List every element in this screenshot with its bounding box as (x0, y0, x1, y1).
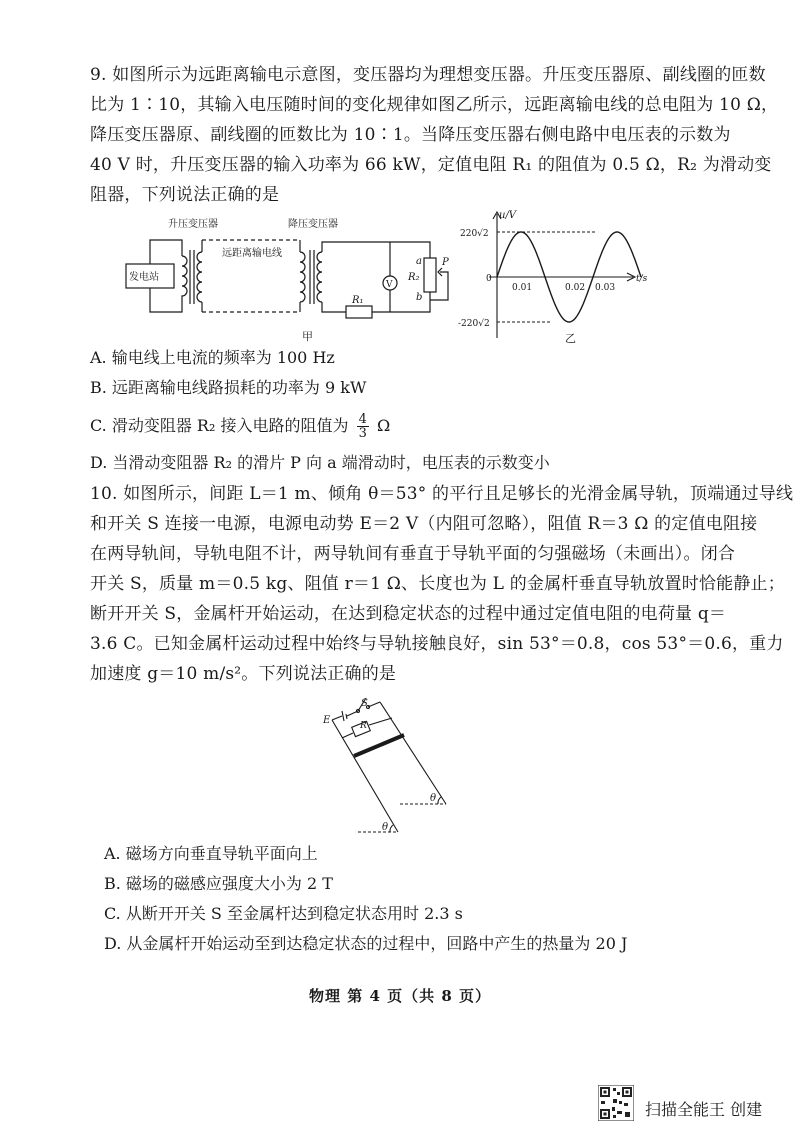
tick-0.01: 0.01 (512, 283, 533, 293)
q9-option-c-text: C. 滑动变阻器 R₂ 接入电路的阻值为 (90, 416, 349, 435)
y-axis-label: u/V (499, 210, 517, 221)
fraction-denominator: 3 (358, 426, 367, 441)
q10-line-6: 3.6 C。已知金属杆运动过程中始终与导轨接触良好，sin 53°＝0.8，cos 53°＝0.6，重力 (90, 634, 784, 654)
page-footer: 物理 第 4 页（共 8 页） (309, 987, 491, 1005)
label-voltmeter: V (386, 280, 393, 290)
label-r: R (360, 721, 367, 731)
q10-line-4: 开关 S，质量 m＝0.5 kg、阻值 r＝1 Ω、长度也为 L 的金属杆垂直导轨放置时恰能静止； (90, 574, 785, 594)
label-theta-bottom: θ (382, 822, 389, 833)
label-b: b (416, 292, 423, 303)
label-r2: R₂ (408, 272, 420, 283)
qr-code-icon (598, 1085, 634, 1121)
q9-line-3: 降压变压器原、副线圈的匝数比为 10∶1。当降压变压器右侧电路中电压表的示数为 (90, 125, 731, 145)
q10-option-a: A. 磁场方向垂直导轨平面向上 (104, 844, 318, 863)
fraction (357, 413, 369, 440)
fraction-numerator: 4 (358, 412, 367, 427)
q10-option-b: B. 磁场的磁感应强度大小为 2 T (104, 874, 333, 893)
label-transmission-line: 远距离输电线 (222, 248, 282, 259)
q9-option-c-unit: Ω (376, 416, 391, 435)
label-station: 发电站 (129, 272, 159, 283)
q10-line-1: 10. 如图所示，间距 L＝1 m、倾角 θ＝53° 的平行且足够长的光滑金属导轨，顶端通过导线 (90, 484, 794, 504)
q10-line-3: 在两导轨间，导轨电阻不计，两导轨间有垂直于导轨平面的匀强磁场（未画出）。闭合 (90, 544, 736, 564)
caption-yi: 乙 (565, 332, 576, 345)
q9-option-d: D. 当滑动变阻器 R₂ 的滑片 P 向 a 端滑动时，电压表的示数变小 (90, 453, 550, 472)
q9-line-2: 比为 1∶10，其输入电压随时间的变化规律如图乙所示，远距离输电线的总电阻为 10 Ω， (90, 95, 779, 115)
sine-wave-figure (455, 208, 665, 348)
y-max-label: 220√2 (460, 229, 489, 239)
scanner-watermark: 扫描全能王 创建 (645, 1100, 763, 1119)
label-up-transformer: 升压变压器 (168, 219, 218, 230)
q10-option-c: C. 从断开开关 S 至金属杆达到稳定状态用时 2.3 s (104, 904, 463, 923)
q9-line-5: 阻器，下列说法正确的是 (90, 185, 280, 205)
label-r1: R₁ (352, 295, 364, 306)
label-theta-top: θ (430, 793, 437, 804)
q10-option-d: D. 从金属杆开始运动至到达稳定状态的过程中，回路中产生的热量为 20 J (104, 934, 628, 953)
label-e: E (323, 715, 331, 726)
q9-line-4: 40 V 时，升压变压器的输入功率为 66 kW，定值电阻 R₁ 的阻值为 0.5 Ω，R₂ 为滑动变 (90, 155, 772, 175)
q10-line-5: 断开开关 S，金属杆开始运动，在达到稳定状态的过程中通过定值电阻的电荷量 q＝ (90, 604, 727, 624)
q9-line-1: 9. 如图所示为远距离输电示意图，变压器均为理想变压器。升压变压器原、副线圈的匝数 (90, 65, 766, 85)
label-down-transformer: 降压变压器 (288, 219, 338, 230)
label-a: a (416, 256, 422, 267)
q9-option-b: B. 远距离输电线路损耗的功率为 9 kW (90, 378, 367, 397)
tick-0.02: 0.02 (565, 283, 586, 293)
inclined-rails-figure (318, 690, 468, 840)
q10-line-7: 加速度 g＝10 m/s²。下列说法正确的是 (90, 664, 397, 684)
q10-line-2: 和开关 S 连接一电源，电源电动势 E＝2 V（内阻可忽略），阻值 R＝3 Ω 的定值电阻接 (90, 514, 758, 534)
y-min-label: -220√2 (458, 319, 490, 329)
transmission-circuit-figure (120, 212, 455, 347)
q9-option-c (90, 413, 390, 440)
origin-label: 0 (486, 274, 492, 284)
label-s: S (361, 698, 368, 709)
q9-option-a: A. 输电线上电流的频率为 100 Hz (90, 348, 335, 367)
x-axis-label: t/s (636, 274, 648, 284)
caption-jia: 甲 (302, 330, 313, 343)
label-p: P (442, 257, 449, 268)
tick-0.03: 0.03 (595, 283, 616, 293)
